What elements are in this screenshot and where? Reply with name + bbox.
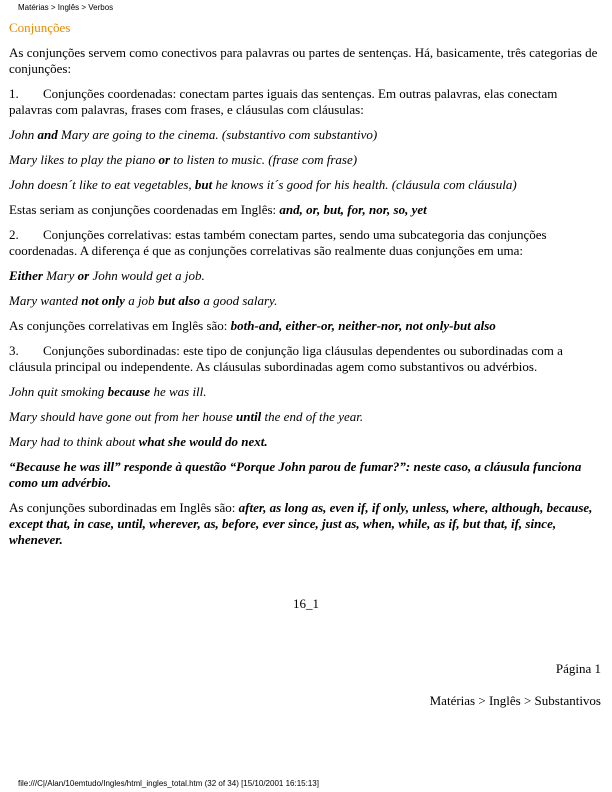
example-sentence <box>9 434 603 450</box>
example-sentence <box>9 127 603 143</box>
example-conjunction: but also <box>157 293 201 308</box>
example-sentence <box>9 409 603 425</box>
example-conjunction: because <box>107 384 151 399</box>
example-part: Mary wanted <box>9 293 82 308</box>
conjunction-list: and, or, but, for, nor, so, yet <box>279 202 427 217</box>
list-label: As conjunções correlativas em Inglês são: <box>9 318 231 333</box>
page-number: Página 1 <box>555 661 601 676</box>
conjunction-list: after, as long as, even if, if only, unless, where, although, because, except that, in case, until, wherever, as, before, ever since, just as, when, while, as if, but that, if, since, whenever. <box>9 500 593 547</box>
example-conjunction: but <box>194 177 213 192</box>
example-conjunction: until <box>236 409 262 424</box>
intro-paragraph: As conjunções servem como conectivos para palavras ou partes de sentenças. Há, basicamente, três categorias de conjunções: <box>9 45 598 76</box>
list-label: Estas seriam as conjunções coordenadas em Inglês: <box>9 202 280 217</box>
example-part: a good salary. <box>200 293 278 308</box>
print-footer: file:///C|/Alan/10emtudo/Ingles/html_ingles_total.htm (32 of 34) [15/10/2001 16:15:13] <box>18 779 319 788</box>
list-label: As conjunções subordinadas em Inglês são: <box>9 500 239 515</box>
header-breadcrumb[interactable]: Matérias > Inglês > Verbos <box>18 3 114 12</box>
example-sentence <box>9 293 603 309</box>
example-part: to listen to music. (frase com frase) <box>170 152 358 167</box>
subordinating-list <box>9 500 603 548</box>
example-conjunction: and <box>37 127 58 142</box>
correlative-list <box>9 318 603 334</box>
item-number: 2. <box>9 227 19 242</box>
example-part: John would get a job. <box>89 268 205 283</box>
page-identifier: 16_1 <box>293 596 319 611</box>
example-conjunction: what she would do next. <box>138 434 268 449</box>
example-sentence <box>9 384 603 400</box>
example-sentence <box>9 152 603 168</box>
example-conjunction: not only <box>81 293 125 308</box>
example-conjunction: or <box>77 268 90 283</box>
subordinating-paragraph <box>9 343 603 375</box>
item-number: 3. <box>9 343 19 358</box>
example-sentence <box>9 177 603 193</box>
example-part: Mary likes to play the piano <box>9 152 159 167</box>
correlative-text: Conjunções correlativas: estas também conectam partes, sendo uma subcategoria das conjunções coordenadas. A diferença é que as conjunções correlativas são realmente duas conjunções em uma: <box>9 227 547 258</box>
correlative-paragraph <box>9 227 603 259</box>
example-explanation: “Because he was ill” responde à questão “Porque John parou de fumar?”: neste caso, a cláusula funciona como um advérbio. <box>9 459 582 490</box>
example-part: Mary <box>42 268 78 283</box>
example-part: John quit smoking <box>9 384 108 399</box>
bottom-breadcrumb[interactable]: Matérias > Inglês > Substantivos <box>429 693 601 708</box>
example-part: a job <box>124 293 158 308</box>
example-part: John <box>9 127 38 142</box>
example-part: John doesn´t like to eat vegetables, <box>9 177 195 192</box>
example-conjunction: or <box>158 152 171 167</box>
coordinating-list <box>9 202 603 218</box>
item-number: 1. <box>9 86 19 101</box>
example-sentence <box>9 268 603 284</box>
document-body <box>9 20 603 557</box>
example-part: he knows it´s good for his health. (cláusula com cláusula) <box>212 177 517 192</box>
coordinating-text: Conjunções coordenadas: conectam partes iguais das sentenças. Em outras palavras, elas conectam palavras com palavras, frases com frases, e cláusulas com cláusulas: <box>9 86 558 117</box>
example-part: the end of the year. <box>261 409 364 424</box>
coordinating-paragraph <box>9 86 603 118</box>
example-part: Mary should have gone out from her house <box>9 409 236 424</box>
page-title: Conjunções <box>9 20 71 35</box>
example-conjunction: Either <box>9 268 43 283</box>
example-part: he was ill. <box>150 384 207 399</box>
conjunction-list: both-and, either-or, neither-nor, not only-but also <box>230 318 496 333</box>
example-part: Mary are going to the cinema. (substantivo com substantivo) <box>57 127 378 142</box>
example-part: Mary had to think about <box>9 434 139 449</box>
subordinating-text: Conjunções subordinadas: este tipo de conjunção liga cláusulas dependentes ou subordinadas com a cláusula principal ou independente. As cláusulas subordinadas agem como substantivos ou advérbios. <box>9 343 563 374</box>
